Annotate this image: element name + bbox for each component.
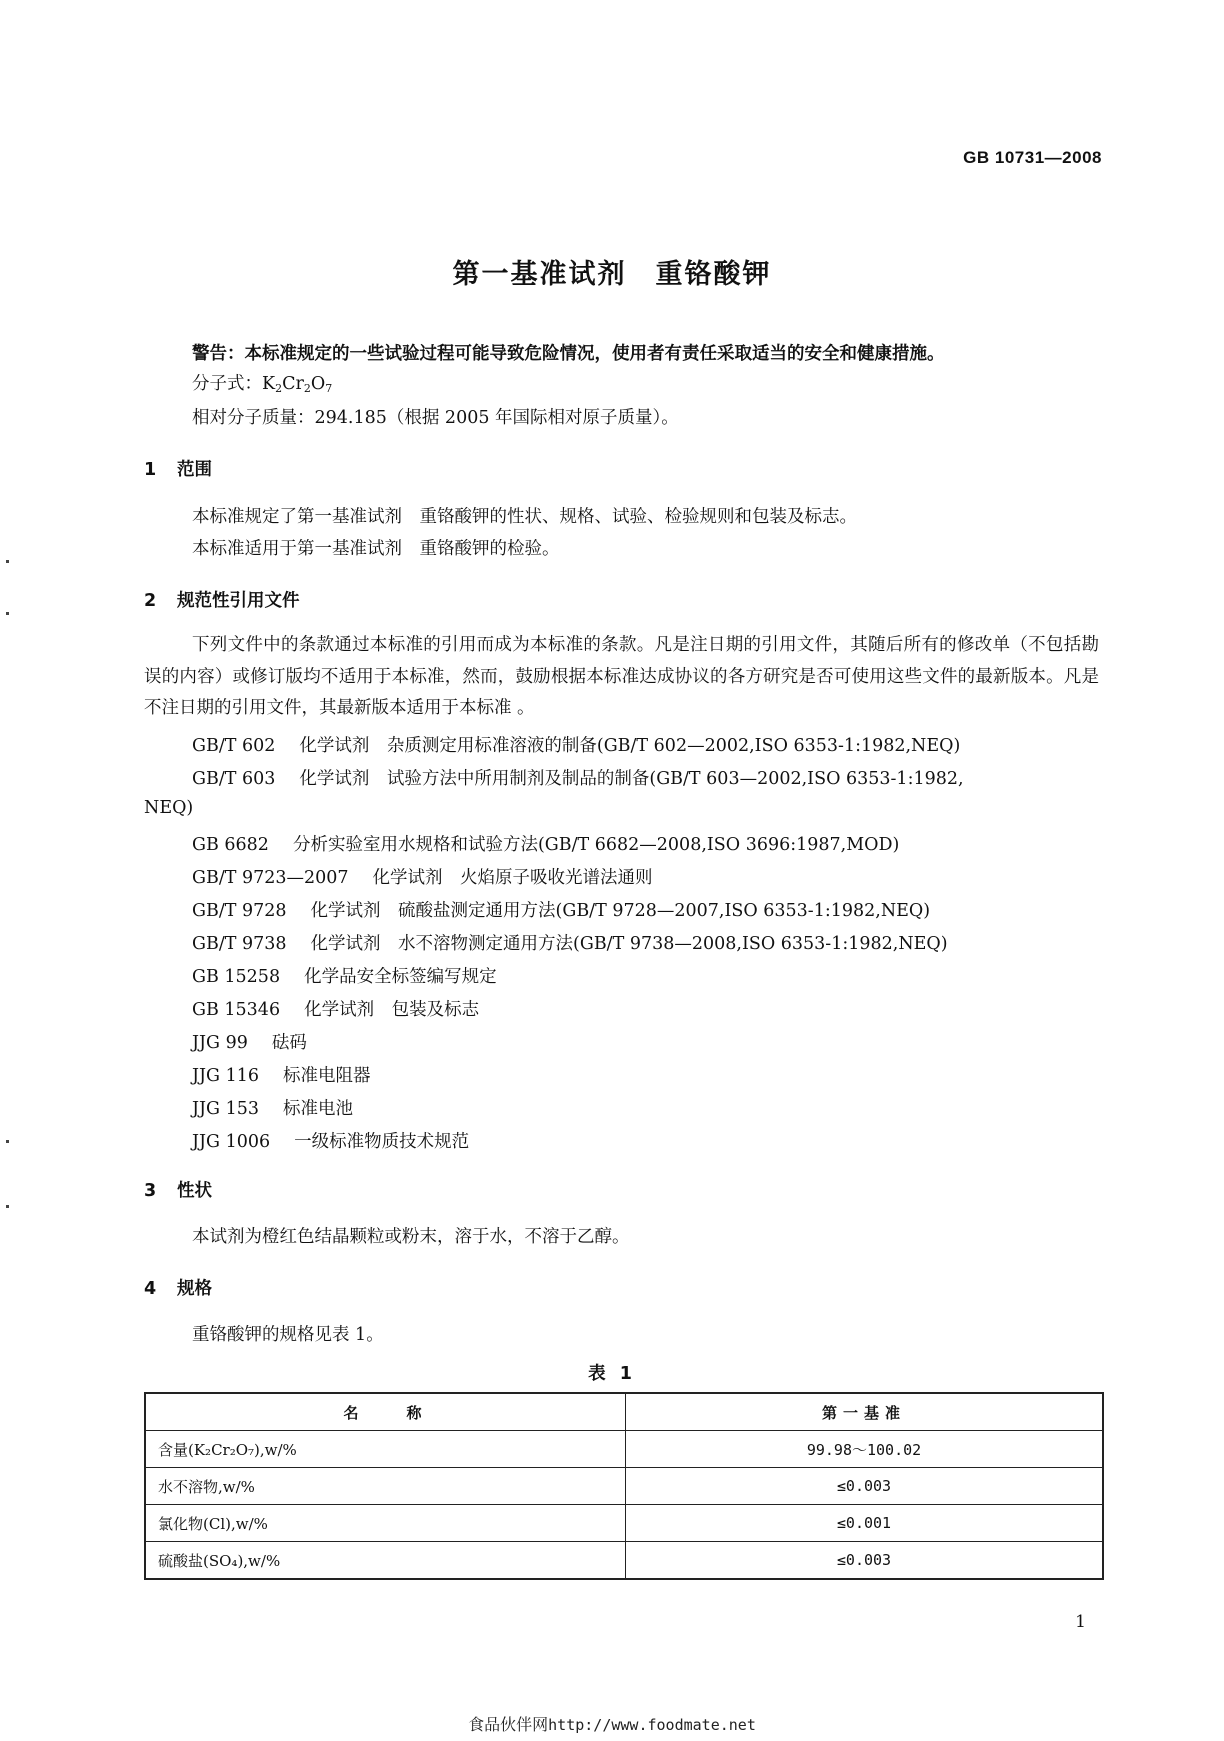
table-header-row	[145, 1393, 1103, 1431]
reference-item	[192, 1029, 307, 1054]
section-1-para-1: 本标准规定了第一基准试剂 重铬酸钾的性状、规格、试验、检验规则和包装及标志。	[192, 507, 857, 527]
reference-title: 分析实验室用水规格和试验方法(GB/T 6682—2008,ISO 3696:1987,MOD)	[292, 835, 900, 855]
reference-continuation: NEQ)	[144, 798, 194, 818]
reference-title: 化学品安全标签编写规定	[304, 967, 497, 987]
reference-code: GB/T 9738	[192, 934, 287, 954]
section-3-heading	[144, 1177, 212, 1202]
reference-code: GB/T 9728	[192, 901, 287, 921]
scan-edge-mark	[6, 1140, 9, 1143]
reference-code: GB 15258	[192, 967, 281, 987]
reference-item	[192, 831, 899, 856]
section-number: 3	[144, 1181, 157, 1201]
table-cell-name: 氯化物(Cl),w/%	[145, 1505, 626, 1542]
reference-item	[192, 996, 479, 1021]
formula-label: 分子式：	[192, 374, 262, 394]
reference-code: JJG 153	[192, 1099, 259, 1119]
reference-item	[192, 1062, 370, 1087]
reference-code: GB/T 603	[192, 769, 276, 789]
section-title: 规格	[177, 1279, 212, 1299]
section-2-intro: 下列文件中的条款通过本标准的引用而成为本标准的条款。凡是注日期的引用文件，其随后所有的修改单（不包括勘误的内容）或修订版均不适用于本标准，然而，鼓励根据本标准达成协议的各方研究是否可使用这些文件的最新版本。凡是不注日期的引用文件，其最新版本适用于本标准 。	[144, 635, 1099, 718]
table-cell-name: 水不溶物,w/%	[145, 1468, 626, 1505]
specification-table	[144, 1392, 1104, 1580]
reference-item	[192, 765, 964, 790]
section-title: 规范性引用文件	[177, 591, 300, 611]
section-2-heading	[144, 587, 300, 612]
section-title: 范围	[177, 460, 212, 480]
formula-cr-sub: 2	[303, 382, 311, 395]
table-row	[145, 1505, 1103, 1542]
scan-edge-mark	[6, 560, 9, 563]
reference-title: 化学试剂 硫酸盐测定通用方法(GB/T 9728—2007,ISO 6353-1:1982,NEQ)	[310, 901, 931, 921]
formula-cr: Cr	[282, 374, 304, 394]
section-number: 2	[144, 591, 157, 611]
reference-title: 标准电阻器	[282, 1066, 371, 1086]
reference-item	[192, 1128, 469, 1153]
reference-code: JJG 116	[192, 1066, 259, 1086]
reference-item	[192, 732, 960, 757]
section-number: 4	[144, 1279, 157, 1299]
reference-item	[192, 930, 948, 955]
reference-item	[192, 1095, 353, 1120]
reference-item	[192, 963, 497, 988]
reference-code: GB 15346	[192, 1000, 281, 1020]
table-cell-name: 含量(K₂Cr₂O₇),w/%	[145, 1431, 626, 1468]
formula-o-sub: 7	[325, 382, 333, 395]
reference-code: GB 6682	[192, 835, 269, 855]
reference-item	[192, 897, 930, 922]
section-4-heading	[144, 1275, 212, 1300]
table-cell-value: 99.98～100.02	[626, 1431, 1104, 1468]
reference-title: 化学试剂 火焰原子吸收光谱法通则	[372, 868, 653, 888]
page-number: 1	[1075, 1612, 1086, 1632]
column-header-name: 名 称	[145, 1393, 626, 1431]
table-row	[145, 1431, 1103, 1468]
warning-text: 警告：本标准规定的一些试验过程可能导致危险情况，使用者有责任采取适当的安全和健康措施。	[192, 344, 945, 364]
watermark-url[interactable]: http://www.foodmate.net	[548, 1716, 756, 1734]
reference-title: 标准电池	[282, 1099, 353, 1119]
section-1-para-2: 本标准适用于第一基准试剂 重铬酸钾的检验。	[192, 539, 560, 559]
standard-code: GB 10731—2008	[963, 148, 1102, 167]
reference-code: GB/T 602	[192, 736, 276, 756]
reference-code: JJG 99	[192, 1033, 248, 1053]
table-cell-value: ≤0.003	[626, 1468, 1104, 1505]
watermark-site-name: 食品伙伴网	[468, 1715, 549, 1734]
table-cell-value: ≤0.003	[626, 1542, 1104, 1580]
table-row	[145, 1468, 1103, 1505]
reference-title: 化学试剂 包装及标志	[304, 1000, 480, 1020]
reference-title: 一级标准物质技术规范	[294, 1132, 470, 1152]
section-number: 1	[144, 460, 157, 480]
reference-code: GB/T 9723—2007	[192, 868, 349, 888]
reference-item	[192, 864, 653, 889]
column-header-grade: 第一基准	[626, 1393, 1104, 1431]
table-row	[145, 1542, 1103, 1580]
section-3-para: 本试剂为橙红色结晶颗粒或粉末，溶于水，不溶于乙醇。	[192, 1227, 630, 1247]
reference-code: JJG 1006	[192, 1132, 271, 1152]
reference-title: 化学试剂 杂质测定用标准溶液的制备(GB/T 602—2002,ISO 6353-1:1982,NEQ)	[299, 736, 961, 756]
reference-title: 化学试剂 水不溶物测定通用方法(GB/T 9738—2008,ISO 6353-1:1982,NEQ)	[310, 934, 948, 954]
formula-k-sub: 2	[275, 382, 283, 395]
scan-edge-mark	[6, 612, 9, 615]
section-title: 性状	[177, 1181, 212, 1201]
footer-watermark	[0, 1712, 1224, 1735]
reference-title: 化学试剂 试验方法中所用制剂及制品的制备(GB/T 603—2002,ISO 6353-1:1982,	[299, 769, 964, 789]
molecular-mass: 相对分子质量：294.185（根据 2005 年国际相对原子质量）。	[192, 408, 679, 428]
document-title: 第一基准试剂 重铬酸钾	[452, 259, 772, 290]
table-cell-value: ≤0.001	[626, 1505, 1104, 1542]
scan-edge-mark	[6, 1205, 9, 1208]
molecular-formula	[192, 373, 332, 400]
table-caption: 表 1	[588, 1364, 636, 1384]
formula-o: O	[310, 374, 326, 394]
section-1-heading	[144, 456, 212, 481]
reference-title: 砝码	[271, 1033, 307, 1053]
formula-k: K	[262, 374, 276, 394]
table-cell-name: 硫酸盐(SO₄),w/%	[145, 1542, 626, 1580]
section-4-para: 重铬酸钾的规格见表 1。	[192, 1325, 384, 1345]
